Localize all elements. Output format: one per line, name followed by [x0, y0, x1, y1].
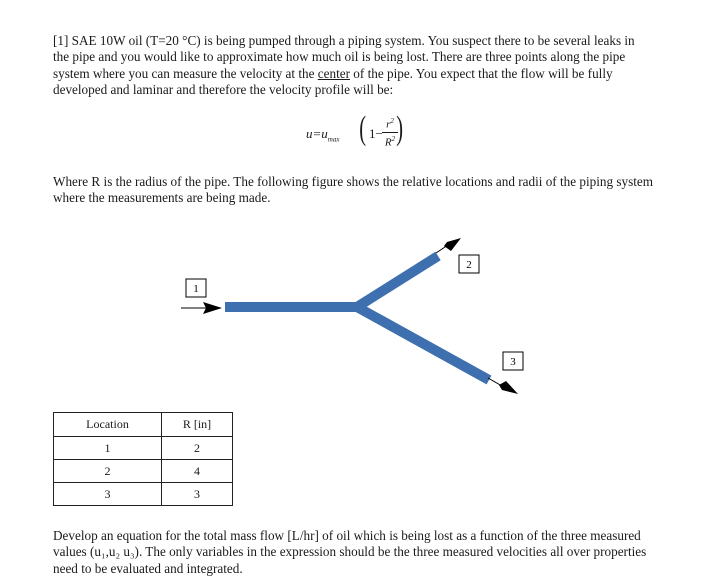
radius-table — [53, 412, 233, 506]
closing-text: Develop an equation for the total mass flow [L/hr] of oil which is being lost as a function of the three measured values (u₁,u₂ u₃). The only variables in the expression should be the three measured velocities all over properties need to be evaluated and integrated. — [53, 528, 647, 576]
table-row — [54, 437, 233, 460]
flow-arrow-lower — [488, 378, 518, 394]
intro-text-1: [1] SAE 10W oil (T=20 °C) is being pumped through a piping system. You suspect there to be several leaks in the pipe and you would like to approximate how much oil is being lost. There are three points along the pipe system where you can measure the velocity at the — [53, 33, 635, 81]
location-label-1 — [186, 279, 206, 297]
equation-one-minus: 1− — [369, 126, 383, 141]
pipe-branch-upper — [357, 256, 438, 307]
cell-radius: 3 — [162, 483, 233, 506]
center-underlined: center — [317, 65, 350, 81]
pipe-branch-lower — [357, 307, 489, 380]
header-radius: R [in] — [162, 413, 233, 437]
flow-arrow-upper — [436, 238, 461, 253]
flow-arrow-inlet — [181, 302, 222, 314]
intro-text-2: of the pipe. You expect that the flow will be fully developed and laminar and therefore the velocity profile will be: — [53, 65, 613, 97]
cell-location: 1 — [54, 437, 162, 460]
location-label-2-text: 2 — [466, 259, 472, 271]
header-location: Location — [54, 413, 162, 437]
where-text: Where R is the radius of the pipe. The following figure shows the relative locations and radii of the piping system where the measurements are being made. — [53, 174, 654, 206]
pipe-network — [225, 256, 489, 380]
equation-lhs: $u=u_{max}$ — [306, 126, 340, 144]
right-paren: ) — [396, 110, 404, 147]
cell-location: 2 — [54, 460, 162, 483]
location-label-2 — [459, 255, 479, 273]
cell-radius: 2 — [162, 437, 233, 460]
equation-denominator: $R^2$ — [384, 134, 396, 149]
cell-radius: 4 — [162, 460, 233, 483]
equation-numerator: $r^2$ — [382, 115, 398, 133]
table-row — [54, 483, 233, 506]
location-label-1-text: 1 — [193, 283, 199, 295]
location-label-3 — [503, 352, 523, 370]
location-label-3-text: 3 — [510, 356, 516, 368]
left-paren: ( — [359, 110, 367, 147]
table-header-row — [54, 413, 233, 437]
table-row — [54, 460, 233, 483]
cell-location: 3 — [54, 483, 162, 506]
